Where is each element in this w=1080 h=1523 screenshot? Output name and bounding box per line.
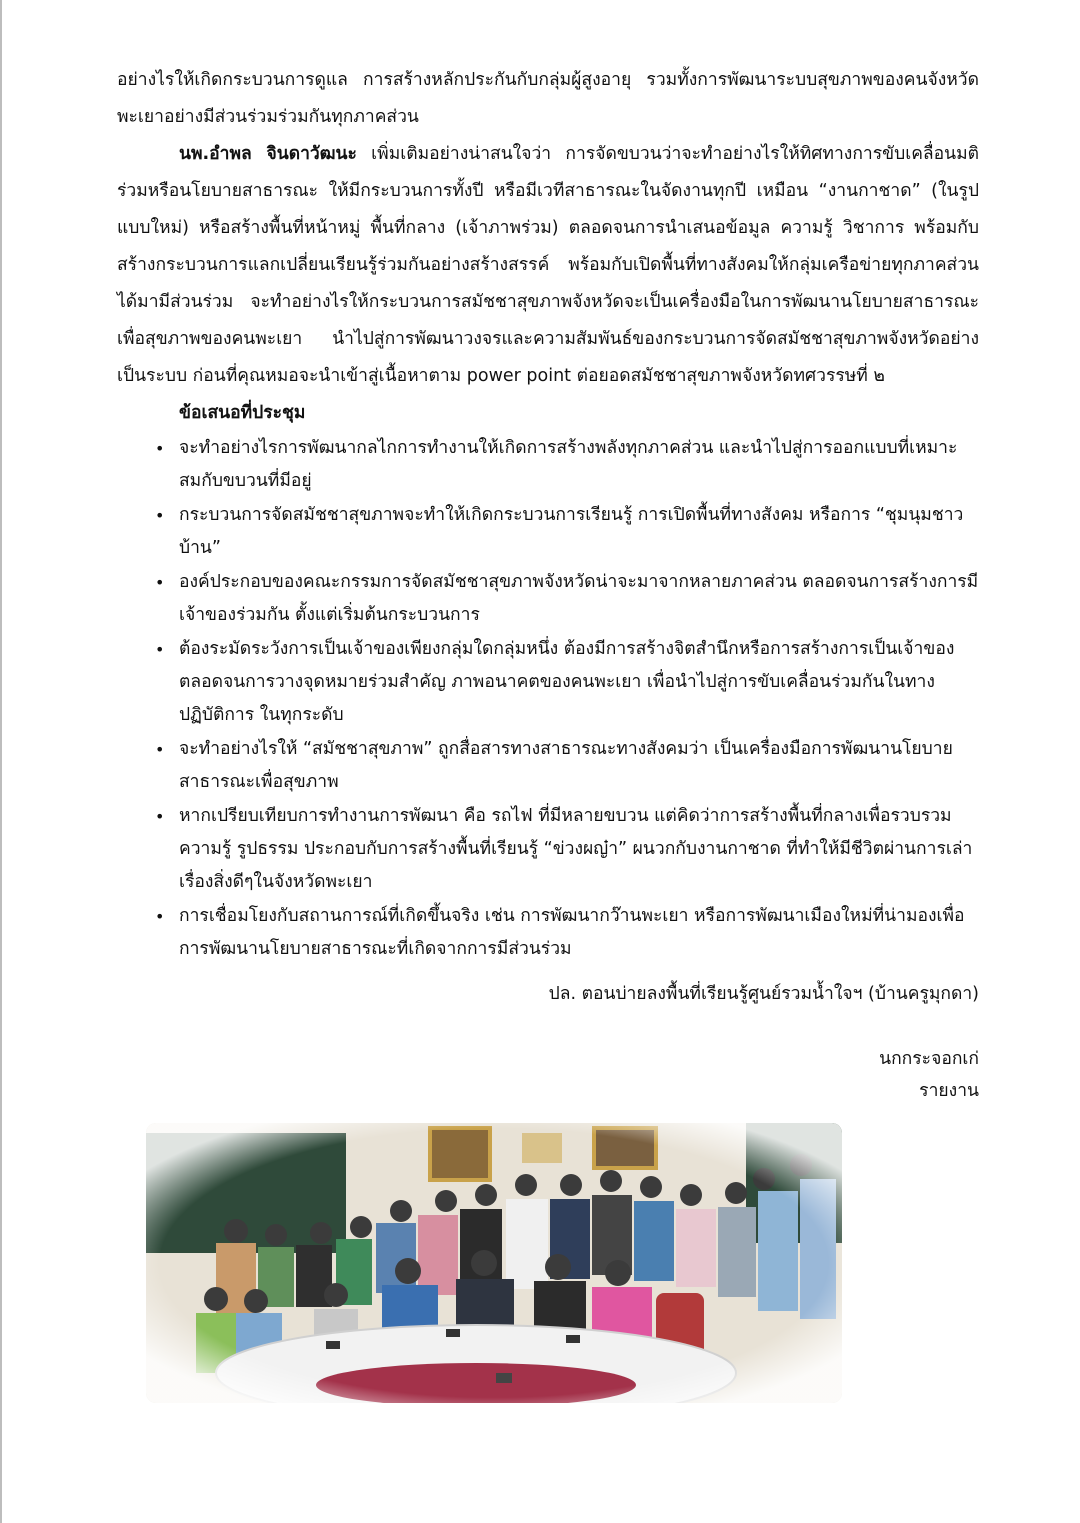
list-item (117, 800, 979, 899)
bullet-icon: • (155, 573, 165, 592)
list-item (117, 733, 979, 799)
bullet-icon: • (155, 807, 165, 826)
page-border (0, 0, 2, 1523)
list-item-text: หากเปรียบเทียบการทำงานการพัฒนา คือ รถไฟ ที่มีหลายขบวน แต่คิดว่าการสร้างพื้นที่กลางเพื่อรวบรวมความรู้ รูปธรรม ประกอบกับการสร้างพื้นที่เรียนรู้ “ข่วงผญ๋า” ผนวกกับงานกาชาด ที่ทำให้มีชีวิตผ่านการเล่าเรื่องสิ่งดีๆในจังหวัดพะเยา (179, 806, 973, 892)
list-item-text: จะทำอย่างไรการพัฒนากลไกการทำงานให้เกิดการสร้างพลังทุกภาคส่วน และนำไปสู่การออกแบบที่เหมาะสมกับขบวนที่มีอยู่ (179, 438, 958, 491)
list-item-text: องค์ประกอบของคณะกรรมการจัดสมัชชาสุขภาพจังหวัดน่าจะมาจากหลายภาคส่วน ตลอดจนการสร้างการมีเจ้าของร่วมกัน ตั้งแต่เริ่มต้นกระบวนการ (179, 572, 979, 625)
bullet-icon: • (155, 740, 165, 759)
author-name: นกกระจอกเก่ (879, 1049, 979, 1069)
report-label: รายงาน (919, 1081, 979, 1101)
list-item (117, 499, 979, 565)
bullet-icon: • (155, 907, 165, 926)
bullet-icon: • (155, 439, 165, 458)
proposal-list (117, 432, 979, 966)
list-item-text: ต้องระมัดระวังการเป็นเจ้าของเพียงกลุ่มใดกลุ่มหนึ่ง ต้องมีการสร้างจิตสำนึกหรือการสร้างการเป็นเจ้าของตลอดจนการวางจุดหมายร่วมสำคัญ ภาพอนาคตของคนพะเยา เพื่อนำไปสู่การขับเคลื่อนร่วมกันในทางปฏิบัติการ ในทุกระดับ (179, 639, 955, 725)
group-photo (146, 1123, 842, 1403)
speaker-name: นพ.อำพล จินดาวัฒนะ (179, 144, 357, 164)
list-item (117, 432, 979, 498)
list-item (117, 633, 979, 732)
list-item-text: กระบวนการจัดสมัชชาสุขภาพจะทำให้เกิดกระบวนการเรียนรู้ การเปิดพื้นที่ทางสังคม หรือการ “ชุมนุมชาวบ้าน” (179, 505, 964, 558)
list-item-text: จะทำอย่างไรให้ “สมัชชาสุขภาพ” ถูกสื่อสารทางสาธารณะทางสังคมว่า เป็นเครื่องมือการพัฒนานโยบายสาธารณะเพื่อสุขภาพ (179, 739, 953, 792)
paragraph-intro: อย่างไรให้เกิดกระบวนการดูแล การสร้างหลักประกันกับกลุ่มผู้สูงอายุ รวมทั้งการพัฒนาระบบสุขภาพของคนจังหวัดพะเยาอย่างมีส่วนร่วมร่วมกันทุกภาคส่วน (117, 70, 979, 127)
list-item (117, 900, 979, 966)
bullet-icon: • (155, 506, 165, 525)
paragraph-speaker-text: เพิ่มเติมอย่างน่าสนใจว่า การจัดขบวนว่าจะทำอย่างไรให้ทิศทางการขับเคลื่อนมติร่วมหรือนโยบายสาธารณะ ให้มีกระบวนการทั้งปี หรือมีเวทีสาธารณะในจัดงานทุกปี เหมือน “งานกาชาด” (ในรูปแบบใหม่) หรือสร้างพื้นที่หน้าหมู่ พื้นที่กลาง (เจ้าภาพร่วม) ตลอดจนการนำเสนอข้อมูล ความรู้ วิชาการ พร้อมกับสร้างกระบวนการแลกเปลี่ยนเรียนรู้ร่วมกันอย่างสร้างสรรค์ พร้อมกับเปิดพื้นที่ทางสังคมให้กลุ่มเครือข่ายทุกภาคส่วนได้มามีส่วนร่วม จะทำอย่างไรให้กระบวนการสมัชชาสุขภาพจังหวัดจะเป็นเครื่องมือในการพัฒนานโยบายสาธารณะเพื่อสุขภาพของคนพะเยา นำไปสู่การพัฒนาวงจรและความสัมพันธ์ของกระบวนการจัดสมัชชาสุขภาพจังหวัดอย่างเป็นระบบ ก่อนที่คุณหมอจะนำเข้าสู่เนื้อหาตาม power point ต่อยอดสมัชชาสุขภาพจังหวัดทศวรรษที่ ๒ (117, 144, 980, 386)
bullet-icon: • (155, 640, 165, 659)
document-body (117, 62, 979, 1107)
group-photo-illustration (146, 1123, 842, 1403)
list-item-text: การเชื่อมโยงกับสถานการณ์ที่เกิดขึ้นจริง เช่น การพัฒนากว๊านพะเยา หรือการพัฒนาเมืองใหม่ที่น่ามองเพื่อการพัฒนานโยบายสาธารณะที่เกิดจากการมีส่วนร่วม (179, 906, 965, 959)
paragraph-speaker (117, 136, 979, 395)
list-item (117, 566, 979, 632)
section-heading: ข้อเสนอที่ประชุม (179, 403, 306, 423)
postscript-note: ปล. ตอนบ่ายลงพื้นที่เรียนรู้ศูนย์รวมน้ำใจฯ (บ้านครูมุกดา) (548, 984, 979, 1004)
signature-block (117, 1043, 979, 1107)
